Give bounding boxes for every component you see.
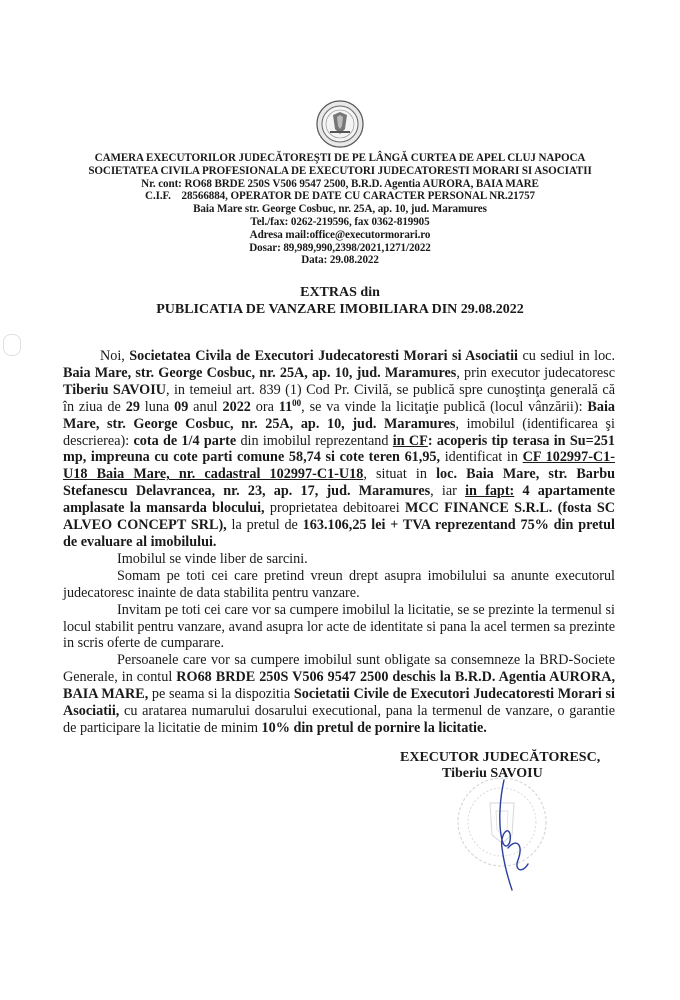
document-body — [63, 348, 615, 737]
text-run: 00 — [292, 397, 302, 408]
text-run: 10% din pretul de pornire la licitatie. — [261, 719, 487, 736]
letterhead-line: SOCIETATEA CIVILA PROFESIONALA DE EXECUTORI JUDECATORESTI MORARI SI ASOCIATII — [88, 164, 592, 177]
handwritten-signature — [490, 778, 540, 893]
text-run: 4 apartamente amplasate la mansarda blocului, — [63, 483, 615, 517]
unej-seal-logo — [316, 100, 364, 148]
signatory-name: Tiberiu SAVOIU — [442, 766, 543, 781]
text-run: luna — [139, 398, 175, 415]
letterhead-line: C.I.F. 28566884, OPERATOR DE DATE CU CARACTER PERSONAL NR.21757 — [145, 190, 535, 203]
text-run: cu sediul in loc. — [518, 348, 616, 364]
text-run: Societatii Civile de Executori Judecatoresti Morari si Asociatii, — [63, 686, 615, 720]
text-run: MCC FINANCE S.R.L. (fosta SC ALVEO CONCEPT SRL), — [63, 500, 615, 534]
text-run: 163.106,25 lei + TVA reprezentand 75% din pretul de evaluare al imobilului. — [63, 517, 615, 550]
text-run: la pretul de — [226, 517, 303, 534]
paragraph-claims: Somam pe toti cei care pretind vreun drept asupra imobilului sa anunte executorul judecatoresc inainte de data stabilita pentru vanzare. — [63, 567, 615, 601]
text-run: RO68 BRDE 250S V506 9547 2500 deschis la B.R.D. Agentia AURORA, BAIA MARE, — [63, 669, 615, 703]
text-run: 29 — [125, 398, 140, 415]
text-run: , prin executor judecatoresc — [456, 364, 615, 381]
text-run: loc. Baia Mare, str. Barbu Stefanescu Delavrancea, nr. 23, ap. 17, jud. Maramures — [63, 466, 615, 500]
text-run — [465, 483, 514, 499]
underlined-text: CF 102997-C1-U18 Baia Mare, nr. cadastral 102997-C1-U18 — [63, 449, 615, 483]
paragraph-encumbrance: Imobilul se vinde liber de sarcini. — [117, 550, 308, 567]
letterhead-line: Dosar: 89,989,990,2398/2021,1271/2022 — [249, 241, 431, 254]
text-run: Tiberiu SAVOIU — [63, 381, 166, 398]
text-run: , iar — [430, 483, 466, 500]
text-run: proprietatea debitoarei — [264, 500, 405, 517]
text-run: 2022 — [222, 398, 251, 415]
text-run: 11 — [278, 398, 293, 415]
text-run: , situat in — [363, 466, 437, 483]
text-run — [393, 433, 428, 449]
letterhead-line: Nr. cont: RO68 BRDE 250S V506 9547 2500, B.R.D. Agentia AURORA, BAIA MARE — [141, 177, 539, 190]
letterhead — [60, 152, 620, 267]
text-run: Baia Mare, str. George Cosbuc, nr. 25A, ap. 10, jud. Maramures — [63, 364, 457, 381]
text-run: Baia Mare, str. George Cosbuc, nr. 25A, ap. 10, jud. Maramures — [63, 398, 615, 432]
text-run: , se va vinde la licitaţie publică (locul vânzării): — [301, 398, 588, 415]
text-run: cu aratarea numarului dosarului executional, pana la termenul de vanzare, o garantie de participare la licitatie de minim — [63, 703, 615, 736]
text-run: : acoperis tip terasa in Su=251 mp, impreuna cu cote parti comune 58,74 si cote teren 61,95, — [63, 432, 615, 466]
letterhead-line: Tel./fax: 0262-219596, fax 0362-819905 — [250, 215, 430, 228]
paragraph-invitation: Invitam pe toti cei care vor sa cumpere imobilul la licitatie, se se prezinte la termenul si locul stabilit pentru vanzare, avand asupra lor acte de identitate si pana la acel termen sa prezinte in scris oferte de cumparare. — [63, 601, 615, 652]
text-run: Noi, — [100, 348, 130, 364]
text-run: Persoanele care vor sa cumpere imobilul sunt obligate sa consemneze la BRD-Societe Generale, in contul — [63, 652, 615, 686]
text-run: , imobilul (identificarea şi descrierea): — [63, 415, 615, 449]
text-run: anul — [188, 398, 223, 415]
title-line-2: PUBLICATIA DE VANZARE IMOBILIARA DIN 29.08.2022 — [156, 302, 524, 317]
document-title — [60, 284, 620, 318]
text-run: pe seama si la dispozitia — [148, 686, 294, 703]
text-run: cota de 1/4 parte — [133, 432, 237, 449]
paragraph-announcement — [63, 348, 615, 551]
text-run: 09 — [174, 398, 189, 415]
text-run: Societatea Civila de Executori Judecatoresti Morari si Asociatii — [129, 348, 518, 364]
paragraph-guarantee — [63, 652, 615, 737]
text-run: identificat in — [440, 449, 523, 466]
margin-punch-mark — [3, 334, 21, 356]
letterhead-line: CAMERA EXECUTORILOR JUDECĂTOREŞTI DE PE LÂNGĂ CURTEA DE APEL CLUJ NAPOCA — [94, 152, 586, 164]
letterhead-line: Data: 29.08.2022 — [301, 254, 379, 267]
text-run: din imobilul reprezentand — [236, 432, 393, 449]
signatory-title: EXECUTOR JUDECĂTORESC, — [400, 750, 601, 765]
letterhead-line: Baia Mare str. George Cosbuc, nr. 25A, ap. 10, jud. Maramures — [193, 203, 487, 216]
title-line-1: EXTRAS din — [300, 285, 380, 300]
letterhead-line: Adresa mail:office@executormorari.ro — [249, 228, 431, 241]
text-run: ora — [250, 398, 279, 415]
text-run: , in temeiul art. 839 (1) Cod Pr. Civilă, se publică spre cunoştinţa generală că în ziua de — [63, 381, 615, 415]
underlined-text: in fapt: — [465, 483, 515, 500]
underlined-text: in CF — [392, 432, 428, 449]
